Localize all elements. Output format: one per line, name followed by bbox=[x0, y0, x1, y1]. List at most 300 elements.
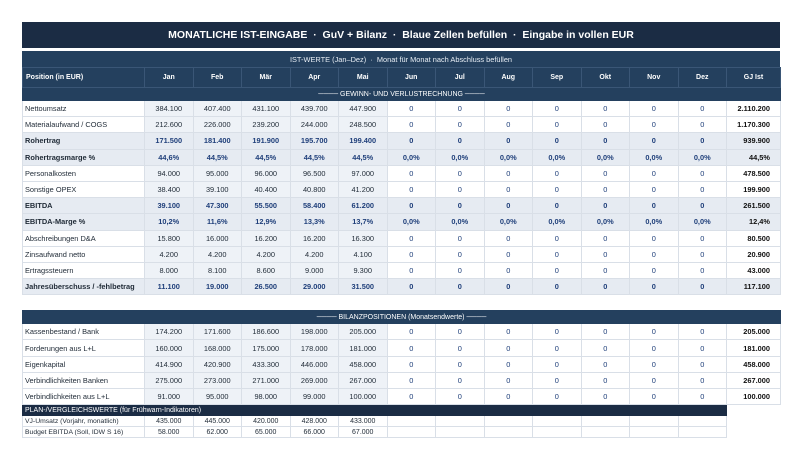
empty-input-cell[interactable] bbox=[436, 427, 485, 438]
total-cell: 199.900 bbox=[727, 181, 781, 197]
input-cell[interactable]: 40.400 bbox=[242, 181, 291, 197]
column-header-month[interactable]: Nov bbox=[630, 68, 679, 88]
empty-input-cell[interactable] bbox=[678, 427, 727, 438]
calculated-cell: 0 bbox=[678, 279, 727, 295]
input-cell[interactable]: 0 bbox=[387, 246, 436, 262]
input-cell[interactable]: 0 bbox=[533, 389, 582, 405]
input-cell[interactable]: 428.000 bbox=[290, 416, 339, 427]
calculated-cell: 0,0% bbox=[436, 214, 485, 230]
empty-cell bbox=[727, 416, 781, 427]
input-cell[interactable]: 0 bbox=[630, 101, 679, 117]
input-cell[interactable]: 0 bbox=[678, 389, 727, 405]
input-cell[interactable]: 433.300 bbox=[242, 356, 291, 372]
input-cell[interactable]: 0 bbox=[484, 101, 533, 117]
input-cell[interactable]: 0 bbox=[436, 324, 485, 340]
input-cell[interactable]: 0 bbox=[484, 389, 533, 405]
input-cell[interactable]: 0 bbox=[436, 356, 485, 372]
guv-row bbox=[23, 198, 781, 214]
guv-row bbox=[23, 230, 781, 246]
calculated-cell: 11,6% bbox=[193, 214, 242, 230]
calculated-cell: 0 bbox=[581, 133, 630, 149]
total-cell: 100.000 bbox=[727, 389, 781, 405]
calculated-cell: 0 bbox=[484, 198, 533, 214]
total-cell: 12,4% bbox=[727, 214, 781, 230]
row-label: Sonstige OPEX bbox=[23, 181, 145, 197]
calculated-cell: 0,0% bbox=[387, 214, 436, 230]
sheet-title: MONATLICHE IST-EINGABE · GuV + Bilanz · Blaue Zellen befüllen · Eingabe in vollen EUR bbox=[22, 22, 780, 48]
input-cell[interactable]: 0 bbox=[630, 389, 679, 405]
empty-input-cell[interactable] bbox=[436, 416, 485, 427]
input-cell[interactable]: 4.200 bbox=[242, 246, 291, 262]
input-cell[interactable]: 0 bbox=[436, 340, 485, 356]
input-cell[interactable]: 0 bbox=[630, 246, 679, 262]
calculated-cell: 55.500 bbox=[242, 198, 291, 214]
input-cell[interactable]: 8.100 bbox=[193, 262, 242, 278]
input-cell[interactable]: 439.700 bbox=[290, 101, 339, 117]
input-cell[interactable]: 431.100 bbox=[242, 101, 291, 117]
total-cell: 205.000 bbox=[727, 324, 781, 340]
input-cell[interactable]: 94.000 bbox=[145, 165, 194, 181]
input-cell[interactable]: 0 bbox=[630, 117, 679, 133]
input-cell[interactable]: 0 bbox=[387, 389, 436, 405]
bilanz-row bbox=[23, 389, 781, 405]
input-cell[interactable]: 414.900 bbox=[145, 356, 194, 372]
total-cell: 458.000 bbox=[727, 356, 781, 372]
input-cell[interactable]: 40.800 bbox=[290, 181, 339, 197]
input-cell[interactable]: 0 bbox=[581, 389, 630, 405]
input-cell[interactable]: 0 bbox=[484, 246, 533, 262]
input-cell[interactable]: 269.000 bbox=[290, 372, 339, 388]
input-cell[interactable]: 9.300 bbox=[339, 262, 388, 278]
input-cell[interactable]: 4.100 bbox=[339, 246, 388, 262]
input-cell[interactable]: 0 bbox=[581, 340, 630, 356]
spacer-row bbox=[23, 295, 781, 311]
empty-cell bbox=[727, 427, 781, 438]
calculated-cell: 44,5% bbox=[242, 149, 291, 165]
input-cell[interactable]: 181.000 bbox=[339, 340, 388, 356]
calculated-cell: 191.900 bbox=[242, 133, 291, 149]
calculated-cell: 58.400 bbox=[290, 198, 339, 214]
row-label: Jahresüberschuss / -fehlbetrag bbox=[23, 279, 145, 295]
calculated-cell: 39.100 bbox=[145, 198, 194, 214]
row-label: Nettoumsatz bbox=[23, 101, 145, 117]
input-cell[interactable]: 198.000 bbox=[290, 324, 339, 340]
input-cell[interactable]: 0 bbox=[484, 165, 533, 181]
input-cell[interactable]: 445.000 bbox=[193, 416, 242, 427]
column-header-position[interactable]: Position (in EUR) bbox=[23, 68, 145, 88]
input-cell[interactable]: 0 bbox=[581, 101, 630, 117]
input-cell[interactable]: 420.900 bbox=[193, 356, 242, 372]
total-cell: 261.500 bbox=[727, 198, 781, 214]
row-label: Rohertrag bbox=[23, 133, 145, 149]
input-cell[interactable]: 226.000 bbox=[193, 117, 242, 133]
empty-input-cell[interactable] bbox=[387, 416, 436, 427]
input-cell[interactable]: 0 bbox=[581, 372, 630, 388]
guv-row bbox=[23, 133, 781, 149]
calculated-cell: 44,5% bbox=[290, 149, 339, 165]
input-cell[interactable]: 4.200 bbox=[290, 246, 339, 262]
input-cell[interactable]: 0 bbox=[436, 117, 485, 133]
input-cell[interactable]: 0 bbox=[630, 165, 679, 181]
total-cell: 267.000 bbox=[727, 372, 781, 388]
input-cell[interactable]: 9.000 bbox=[290, 262, 339, 278]
calculated-cell: 13,3% bbox=[290, 214, 339, 230]
input-cell[interactable]: 160.000 bbox=[145, 340, 194, 356]
empty-input-cell[interactable] bbox=[533, 427, 582, 438]
column-header-month[interactable]: Jul bbox=[436, 68, 485, 88]
calculated-cell: 0 bbox=[630, 198, 679, 214]
empty-input-cell[interactable] bbox=[581, 416, 630, 427]
input-cell[interactable]: 0 bbox=[436, 389, 485, 405]
input-cell[interactable]: 0 bbox=[630, 181, 679, 197]
total-cell: 117.100 bbox=[727, 279, 781, 295]
calculated-cell: 0,0% bbox=[484, 214, 533, 230]
column-header-month[interactable]: Aug bbox=[484, 68, 533, 88]
column-header-month[interactable]: Feb bbox=[193, 68, 242, 88]
input-cell[interactable]: 0 bbox=[581, 117, 630, 133]
empty-input-cell[interactable] bbox=[484, 416, 533, 427]
input-cell[interactable]: 178.000 bbox=[290, 340, 339, 356]
plan-row bbox=[23, 427, 781, 438]
total-cell: 939.900 bbox=[727, 133, 781, 149]
input-cell[interactable]: 0 bbox=[533, 262, 582, 278]
empty-input-cell[interactable] bbox=[630, 416, 679, 427]
input-cell[interactable]: 4.200 bbox=[145, 246, 194, 262]
input-cell[interactable]: 16.200 bbox=[242, 230, 291, 246]
input-cell[interactable]: 273.000 bbox=[193, 372, 242, 388]
calculated-cell: 195.700 bbox=[290, 133, 339, 149]
input-cell[interactable]: 0 bbox=[678, 117, 727, 133]
bilanz-row bbox=[23, 356, 781, 372]
input-cell[interactable]: 8.000 bbox=[145, 262, 194, 278]
calculated-cell: 0,0% bbox=[533, 214, 582, 230]
input-cell[interactable]: 175.000 bbox=[242, 340, 291, 356]
guv-row bbox=[23, 214, 781, 230]
column-header-total[interactable]: GJ Ist bbox=[727, 68, 781, 88]
total-cell: 2.110.200 bbox=[727, 101, 781, 117]
total-cell: 80.500 bbox=[727, 230, 781, 246]
plan-row bbox=[23, 416, 781, 427]
input-cell[interactable]: 0 bbox=[387, 101, 436, 117]
row-label: Eigenkapital bbox=[23, 356, 145, 372]
input-cell[interactable]: 41.200 bbox=[339, 181, 388, 197]
input-cell[interactable]: 433.000 bbox=[339, 416, 388, 427]
input-cell[interactable]: 0 bbox=[678, 372, 727, 388]
input-cell[interactable]: 244.000 bbox=[290, 117, 339, 133]
calculated-cell: 0 bbox=[484, 133, 533, 149]
calculated-cell: 31.500 bbox=[339, 279, 388, 295]
calculated-cell: 0,0% bbox=[678, 214, 727, 230]
row-label: Ertragssteuern bbox=[23, 262, 145, 278]
input-cell[interactable]: 66.000 bbox=[290, 427, 339, 438]
calculated-cell: 0 bbox=[436, 279, 485, 295]
input-cell[interactable]: 0 bbox=[484, 181, 533, 197]
empty-input-cell[interactable] bbox=[387, 427, 436, 438]
guv-row bbox=[23, 181, 781, 197]
input-cell[interactable]: 15.800 bbox=[145, 230, 194, 246]
calculated-cell: 44,5% bbox=[339, 149, 388, 165]
column-header-month[interactable]: Mai bbox=[339, 68, 388, 88]
input-cell[interactable]: 168.000 bbox=[193, 340, 242, 356]
input-cell[interactable]: 0 bbox=[484, 262, 533, 278]
input-cell[interactable]: 0 bbox=[436, 372, 485, 388]
input-cell[interactable]: 384.100 bbox=[145, 101, 194, 117]
input-cell[interactable]: 0 bbox=[678, 246, 727, 262]
row-label: Verbindlichkeiten Banken bbox=[23, 372, 145, 388]
input-cell[interactable]: 447.900 bbox=[339, 101, 388, 117]
calculated-cell: 0,0% bbox=[436, 149, 485, 165]
guv-row bbox=[23, 101, 781, 117]
row-label: Abschreibungen D&A bbox=[23, 230, 145, 246]
section-title: ──── BILANZPOSITIONEN (Monatsendwerte) ──── bbox=[23, 311, 781, 324]
input-cell[interactable]: 186.600 bbox=[242, 324, 291, 340]
input-cell[interactable]: 0 bbox=[533, 246, 582, 262]
input-cell[interactable]: 0 bbox=[484, 372, 533, 388]
input-cell[interactable]: 239.200 bbox=[242, 117, 291, 133]
input-cell[interactable]: 420.000 bbox=[242, 416, 291, 427]
calculated-cell: 12,9% bbox=[242, 214, 291, 230]
input-cell[interactable]: 0 bbox=[581, 262, 630, 278]
input-cell[interactable]: 0 bbox=[436, 101, 485, 117]
input-cell[interactable]: 0 bbox=[533, 356, 582, 372]
total-cell: 20.900 bbox=[727, 246, 781, 262]
data-table bbox=[22, 67, 781, 438]
calculated-cell: 0 bbox=[581, 279, 630, 295]
calculated-cell: 47.300 bbox=[193, 198, 242, 214]
calculated-cell: 0 bbox=[533, 133, 582, 149]
guv-row bbox=[23, 117, 781, 133]
input-cell[interactable]: 67.000 bbox=[339, 427, 388, 438]
input-cell[interactable]: 0 bbox=[533, 324, 582, 340]
calculated-cell: 0,0% bbox=[630, 214, 679, 230]
input-cell[interactable]: 65.000 bbox=[242, 427, 291, 438]
sheet-subtitle: IST-WERTE (Jan–Dez) · Monat für Monat nach Abschluss befüllen bbox=[22, 51, 780, 67]
input-cell[interactable]: 0 bbox=[630, 230, 679, 246]
input-cell[interactable]: 96.000 bbox=[242, 165, 291, 181]
calculated-cell: 0,0% bbox=[533, 149, 582, 165]
input-cell[interactable]: 248.500 bbox=[339, 117, 388, 133]
column-header-month[interactable]: Jun bbox=[387, 68, 436, 88]
input-cell[interactable]: 0 bbox=[581, 324, 630, 340]
input-cell[interactable]: 0 bbox=[484, 340, 533, 356]
input-cell[interactable]: 0 bbox=[630, 324, 679, 340]
input-cell[interactable]: 446.000 bbox=[290, 356, 339, 372]
calculated-cell: 0 bbox=[436, 133, 485, 149]
total-cell: 44,5% bbox=[727, 149, 781, 165]
input-cell[interactable]: 0 bbox=[436, 181, 485, 197]
input-cell[interactable]: 62.000 bbox=[193, 427, 242, 438]
row-label: Rohertragsmarge % bbox=[23, 149, 145, 165]
input-cell[interactable]: 0 bbox=[533, 181, 582, 197]
input-cell[interactable]: 407.400 bbox=[193, 101, 242, 117]
total-cell: 478.500 bbox=[727, 165, 781, 181]
input-cell[interactable]: 0 bbox=[387, 356, 436, 372]
input-cell[interactable]: 0 bbox=[387, 230, 436, 246]
input-cell[interactable]: 0 bbox=[678, 165, 727, 181]
input-cell[interactable]: 16.300 bbox=[339, 230, 388, 246]
calculated-cell: 0 bbox=[533, 279, 582, 295]
row-label: Personalkosten bbox=[23, 165, 145, 181]
input-cell[interactable]: 4.200 bbox=[193, 246, 242, 262]
input-cell[interactable]: 0 bbox=[581, 165, 630, 181]
input-cell[interactable]: 95.000 bbox=[193, 389, 242, 405]
calculated-cell: 61.200 bbox=[339, 198, 388, 214]
input-cell[interactable]: 0 bbox=[533, 372, 582, 388]
column-header-month[interactable]: Sep bbox=[533, 68, 582, 88]
input-cell[interactable]: 0 bbox=[678, 101, 727, 117]
input-cell[interactable]: 205.000 bbox=[339, 324, 388, 340]
calculated-cell: 171.500 bbox=[145, 133, 194, 149]
bilanz-row bbox=[23, 340, 781, 356]
input-cell[interactable]: 0 bbox=[533, 165, 582, 181]
total-cell: 181.000 bbox=[727, 340, 781, 356]
input-cell[interactable]: 58.000 bbox=[145, 427, 194, 438]
section-header-plan bbox=[23, 405, 781, 416]
calculated-cell: 0 bbox=[630, 133, 679, 149]
calculated-cell: 10,2% bbox=[145, 214, 194, 230]
row-label: EBITDA bbox=[23, 198, 145, 214]
input-cell[interactable]: 0 bbox=[678, 324, 727, 340]
guv-row bbox=[23, 246, 781, 262]
input-cell[interactable]: 0 bbox=[387, 262, 436, 278]
row-label: EBITDA-Marge % bbox=[23, 214, 145, 230]
input-cell[interactable]: 16.200 bbox=[290, 230, 339, 246]
input-cell[interactable]: 0 bbox=[387, 165, 436, 181]
input-cell[interactable]: 91.000 bbox=[145, 389, 194, 405]
row-label: Materialaufwand / COGS bbox=[23, 117, 145, 133]
input-cell[interactable]: 0 bbox=[436, 246, 485, 262]
column-header-month[interactable]: Dez bbox=[678, 68, 727, 88]
input-cell[interactable]: 0 bbox=[533, 117, 582, 133]
input-cell[interactable]: 0 bbox=[581, 246, 630, 262]
bilanz-row bbox=[23, 372, 781, 388]
input-cell[interactable]: 271.000 bbox=[242, 372, 291, 388]
row-label: Forderungen aus L+L bbox=[23, 340, 145, 356]
input-cell[interactable]: 39.100 bbox=[193, 181, 242, 197]
input-cell[interactable]: 0 bbox=[678, 340, 727, 356]
calculated-cell: 13,7% bbox=[339, 214, 388, 230]
column-header-row bbox=[23, 68, 781, 88]
calculated-cell: 0 bbox=[387, 279, 436, 295]
column-header-month[interactable]: Okt bbox=[581, 68, 630, 88]
empty-input-cell[interactable] bbox=[678, 416, 727, 427]
guv-row bbox=[23, 149, 781, 165]
input-cell[interactable]: 0 bbox=[436, 165, 485, 181]
input-cell[interactable]: 0 bbox=[484, 356, 533, 372]
calculated-cell: 0,0% bbox=[581, 149, 630, 165]
calculated-cell: 0 bbox=[581, 198, 630, 214]
input-cell[interactable]: 267.000 bbox=[339, 372, 388, 388]
column-header-month[interactable]: Apr bbox=[290, 68, 339, 88]
row-label: Verbindlichkeiten aus L+L bbox=[23, 389, 145, 405]
input-cell[interactable]: 0 bbox=[581, 356, 630, 372]
section-header-guv bbox=[23, 88, 781, 101]
input-cell[interactable]: 0 bbox=[436, 262, 485, 278]
input-cell[interactable]: 0 bbox=[581, 181, 630, 197]
calculated-cell: 29.000 bbox=[290, 279, 339, 295]
input-cell[interactable]: 0 bbox=[387, 340, 436, 356]
calculated-cell: 0 bbox=[533, 198, 582, 214]
input-cell[interactable]: 0 bbox=[678, 181, 727, 197]
calculated-cell: 19.000 bbox=[193, 279, 242, 295]
input-cell[interactable]: 0 bbox=[581, 230, 630, 246]
input-cell[interactable]: 435.000 bbox=[145, 416, 194, 427]
column-header-month[interactable]: Mär bbox=[242, 68, 291, 88]
input-cell[interactable]: 38.400 bbox=[145, 181, 194, 197]
input-cell[interactable]: 95.000 bbox=[193, 165, 242, 181]
calculated-cell: 0,0% bbox=[630, 149, 679, 165]
calculated-cell: 199.400 bbox=[339, 133, 388, 149]
empty-input-cell[interactable] bbox=[630, 427, 679, 438]
input-cell[interactable]: 100.000 bbox=[339, 389, 388, 405]
input-cell[interactable]: 97.000 bbox=[339, 165, 388, 181]
calculated-cell: 44,6% bbox=[145, 149, 194, 165]
guv-row bbox=[23, 262, 781, 278]
calculated-cell: 0 bbox=[484, 279, 533, 295]
guv-row bbox=[23, 165, 781, 181]
calculated-cell: 0,0% bbox=[581, 214, 630, 230]
input-cell[interactable]: 0 bbox=[387, 324, 436, 340]
input-cell[interactable]: 0 bbox=[533, 340, 582, 356]
empty-input-cell[interactable] bbox=[533, 416, 582, 427]
calculated-cell: 0,0% bbox=[678, 149, 727, 165]
input-cell[interactable]: 0 bbox=[533, 101, 582, 117]
input-cell[interactable]: 212.600 bbox=[145, 117, 194, 133]
input-cell[interactable]: 0 bbox=[387, 117, 436, 133]
calculated-cell: 0 bbox=[387, 198, 436, 214]
empty-input-cell[interactable] bbox=[581, 427, 630, 438]
calculated-cell: 11.100 bbox=[145, 279, 194, 295]
input-cell[interactable]: 0 bbox=[630, 262, 679, 278]
calculated-cell: 0,0% bbox=[387, 149, 436, 165]
input-cell[interactable]: 16.000 bbox=[193, 230, 242, 246]
input-cell[interactable]: 0 bbox=[484, 230, 533, 246]
input-cell[interactable]: 0 bbox=[630, 340, 679, 356]
input-cell[interactable]: 0 bbox=[436, 230, 485, 246]
empty-input-cell[interactable] bbox=[484, 427, 533, 438]
guv-row bbox=[23, 279, 781, 295]
input-cell[interactable]: 0 bbox=[630, 372, 679, 388]
input-cell[interactable]: 0 bbox=[678, 262, 727, 278]
input-cell[interactable]: 0 bbox=[484, 117, 533, 133]
row-label: Zinsaufwand netto bbox=[23, 246, 145, 262]
input-cell[interactable]: 458.000 bbox=[339, 356, 388, 372]
input-cell[interactable]: 0 bbox=[533, 230, 582, 246]
input-cell[interactable]: 0 bbox=[387, 372, 436, 388]
input-cell[interactable]: 0 bbox=[387, 181, 436, 197]
input-cell[interactable]: 96.500 bbox=[290, 165, 339, 181]
calculated-cell: 0,0% bbox=[484, 149, 533, 165]
input-cell[interactable]: 174.200 bbox=[145, 324, 194, 340]
column-header-month[interactable]: Jan bbox=[145, 68, 194, 88]
input-cell[interactable]: 0 bbox=[678, 356, 727, 372]
calculated-cell: 26.500 bbox=[242, 279, 291, 295]
row-label: Budget EBITDA (Soll, IDW S 16) bbox=[23, 427, 145, 438]
input-cell[interactable]: 0 bbox=[484, 324, 533, 340]
section-title: ──── GEWINN- UND VERLUSTRECHNUNG ──── bbox=[23, 88, 781, 101]
row-label: VJ-Umsatz (Vorjahr, monatlich) bbox=[23, 416, 145, 427]
input-cell[interactable]: 99.000 bbox=[290, 389, 339, 405]
input-cell[interactable]: 98.000 bbox=[242, 389, 291, 405]
calculated-cell: 0 bbox=[678, 133, 727, 149]
input-cell[interactable]: 171.600 bbox=[193, 324, 242, 340]
input-cell[interactable]: 275.000 bbox=[145, 372, 194, 388]
calculated-cell: 0 bbox=[387, 133, 436, 149]
input-cell[interactable]: 0 bbox=[678, 230, 727, 246]
input-cell[interactable]: 0 bbox=[630, 356, 679, 372]
calculated-cell: 181.400 bbox=[193, 133, 242, 149]
input-cell[interactable]: 8.600 bbox=[242, 262, 291, 278]
